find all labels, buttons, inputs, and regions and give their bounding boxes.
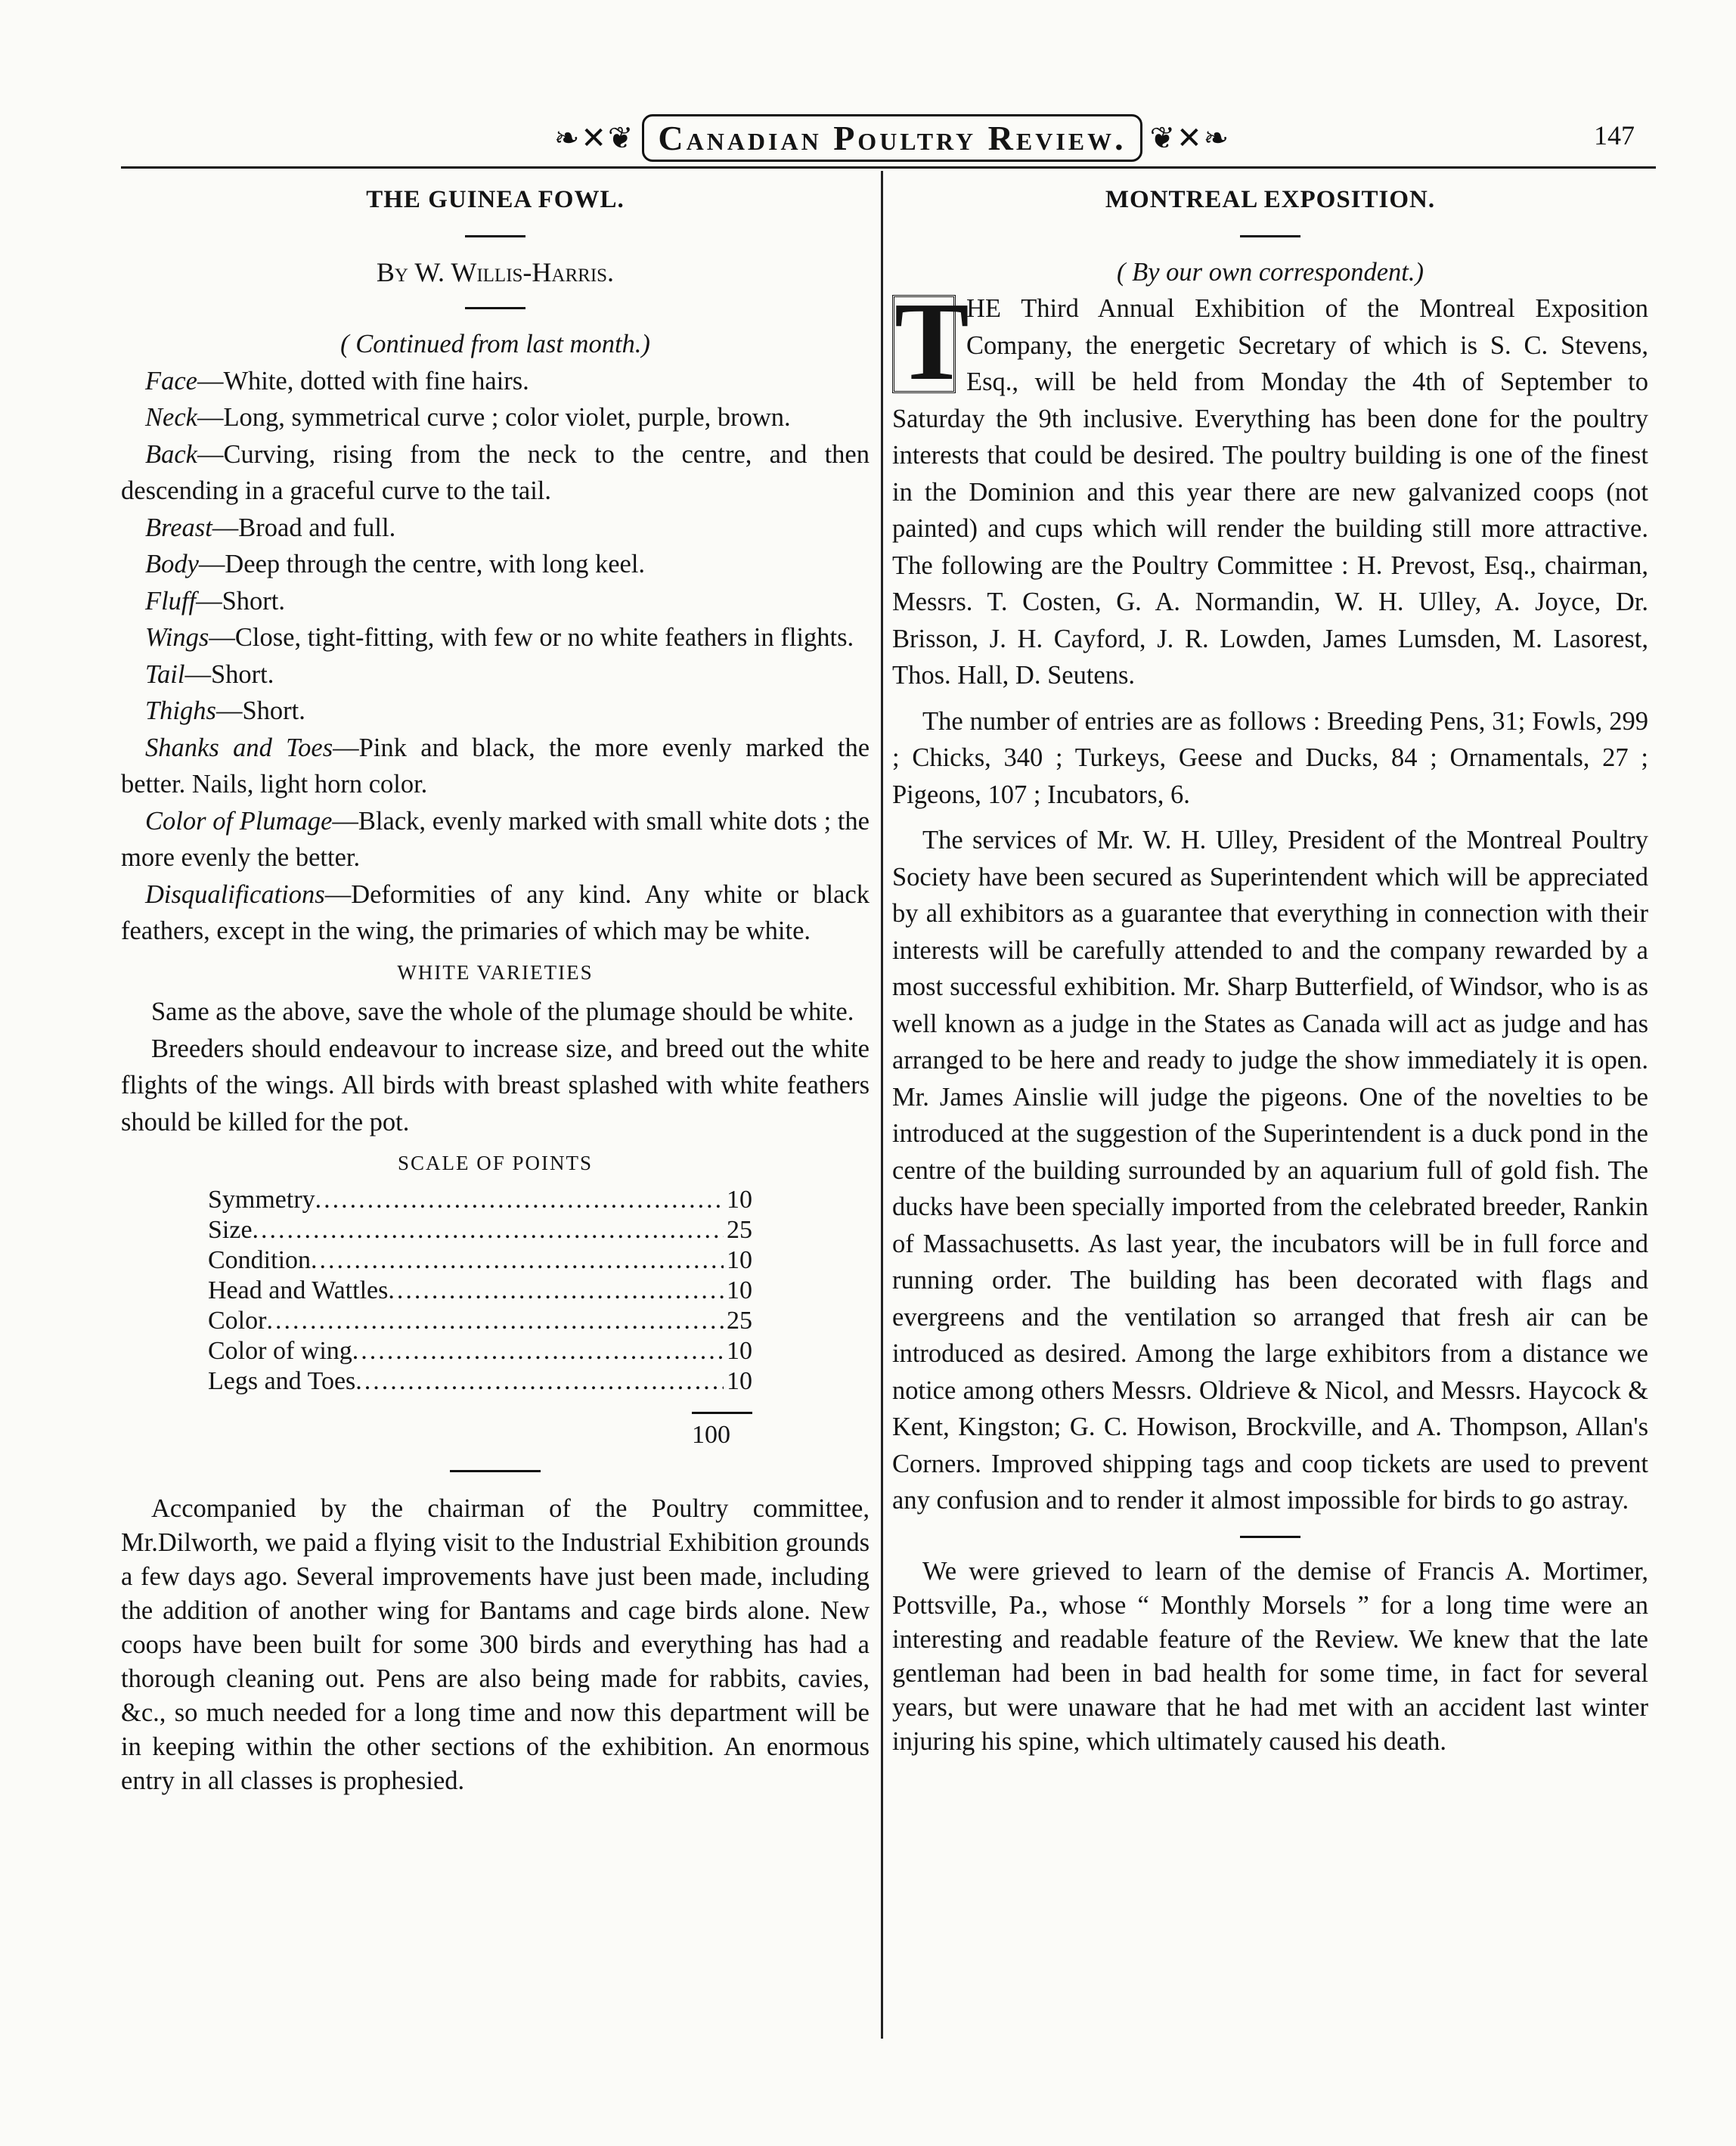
entry-body: Body—Deep through the centre, with long keel. — [145, 550, 646, 578]
scale-row: Symmetry ..... 10 — [208, 1185, 752, 1215]
entry-face: Face—White, dotted with fine hairs. — [145, 366, 529, 395]
obituary-paragraph: We were grieved to learn of the demise of Francis A. Mortimer, Pottsville, Pa., whose “ Monthly Morsels ” for a long time were an interesting and readable feature of the Review. We knew that the late gentleman had been in bad health for some time, in fact for several years, but were unaware that he had met with an accident last winter injuring his spine, which ultimately caused his death. — [892, 1556, 1648, 1756]
entry-back: Back—Curving, rising from the neck to the centre, and then descending in a graceful curve to the tail. — [121, 439, 870, 505]
entry-fluff: Fluff—Short. — [145, 586, 285, 616]
total-rule — [692, 1412, 752, 1414]
scale-row: Legs and Toes ..... 10 — [208, 1366, 752, 1397]
scale-row: Condition ..... 10 — [208, 1245, 752, 1276]
breeders-text: Breeders should endeavour to increase size, and breed out the white flights of the wings. All birds with breast splashed with white feathers should be killed for the pot. — [121, 1034, 870, 1137]
byline-rule — [465, 307, 525, 309]
scale-row: Color ..... 25 — [208, 1306, 752, 1336]
header-rule — [121, 166, 1656, 169]
section-rule — [450, 1470, 541, 1472]
exposition-paragraph-1: T HE Third Annual Exhibition of the Montreal Exposition Company, the energetic Secretary of which is S. C. Stevens, Esq., will be held from Monday the 4th of September to Saturday the 9th inclusive. Everything has been done for the poultry interests that could be desired. The poultry building is one of the finest in the Dominion and this year there are new galvanized coops (not painted) and cups which will render the building still more attractive. The following are the Poultry Committee : H. Prevost, Esq., chairman, Messrs. T. Costen, G. A. Normandin, W. H. Ulley, A. Joyce, Dr. Brisson, J. H. Cayford, J. R. Lowden, James Lumsden, M. Lasorest, Thos. Hall, D. Seutens. — [892, 280, 1648, 690]
entry-wings: Wings—Close, tight-fitting, with few or no white feathers in flights. — [145, 623, 854, 652]
page-number: 147 — [1594, 120, 1635, 150]
scale-row: Color of wing ..... 10 — [208, 1336, 752, 1366]
masthead — [553, 106, 1231, 169]
entry-breast: Breast—Broad and full. — [145, 513, 396, 542]
exposition-paragraph-entries: The number of entries are as follows : Breeding Pens, 31; Fowls, 299 ; Chicks, 340 ; Turkeys, Geese and Ducks, 84 ; Ornamentals, 27 ; Pigeons, 107 ; Incubators, 6. — [892, 706, 1648, 809]
title-rule — [465, 235, 525, 237]
industrial-exhibition-text: Accompanied by the chairman of the Poultry committee, Mr.Dilworth, we paid a flying visit to the Industrial Exhibition grounds a few days ago. Several improvements have just been made, including the addition of another wing for Bantams and cage birds alone. New coops have been built for some 300 birds and everything has had a thorough cleaning out. Pens are also being made for rabbits, cavies, &c., so much needed for a long time and now this department will be in keeping within the other sections of the exhibition. An enormous entry in all classes is prophesied. — [121, 1493, 870, 1795]
ornament-right-icon: ❦✕❧ — [1149, 120, 1231, 155]
ornament-left-icon: ❧✕❦ — [553, 120, 635, 155]
exposition-paragraph-services: The services of Mr. W. H. Ulley, President of the Montreal Poultry Society have been secured as Superintendent which will be appreciated by all exhibitors as a guarantee that everything in connection with their interests will be carefully attended to and the company rewarded by a most successful exhibition. Mr. Sharp Butterfield, of Windsor, who is as well known as a judge in the States as Canada will act as judge and has arranged to be here and ready to judge the show immediately it is open. Mr. James Ainslie will judge the pigeons. One of the novelties to be introduced at the suggestion of the Superintendent is a duck pond in the centre of the building surrounded by an aquarium full of gold fish. The ducks have been specially imported from the celebrated breeder, Rankin of Massachusetts. As last year, the incubators will be in full force and running order. The building has been decorated with flags and evergreens and the ventilation so arranged that fresh air can be introduced as desired. Among the large exhibitors from a distance we notice among others Messrs. Oldrieve & Nicol, and Messrs. Haycock & Kent, Kingston; G. C. Howison, Brockville, and A. Thompson, Allan's Corners. Improved shipping tags and coop tickets are used to prevent any confusion and to render it almost impossible for birds to go astray. — [892, 826, 1648, 1515]
column-divider — [881, 171, 883, 2039]
scale-row: Size ..... 25 — [208, 1215, 752, 1245]
entry-neck: Neck—Long, symmetrical curve ; color violet, purple, brown. — [145, 403, 791, 432]
masthead-title: Canadian Poultry Review. — [642, 114, 1142, 162]
scale-of-points-table — [208, 1185, 752, 1450]
article-title-guinea-fowl: THE GUINEA FOWL. — [366, 186, 625, 213]
right-column — [892, 181, 1648, 1759]
title-rule — [1240, 235, 1300, 237]
continued-note: ( Continued from last month.) — [340, 330, 650, 358]
article-title-montreal-exposition: MONTREAL EXPOSITION. — [1105, 186, 1436, 213]
scale-of-points-heading: SCALE OF POINTS — [397, 1152, 594, 1174]
scale-total: 100 — [692, 1420, 730, 1449]
entry-tail: Tail—Short. — [145, 659, 274, 689]
standard-entries — [121, 363, 870, 950]
left-column — [121, 181, 870, 1798]
byline: By W. Willis-Harris. — [376, 256, 615, 287]
correspondent-note: ( By our own correspondent.) — [1117, 257, 1424, 287]
white-varieties-heading: WHITE VARIETIES — [397, 960, 594, 984]
entry-thighs: Thighs—Short. — [145, 696, 305, 725]
section-rule — [1240, 1536, 1300, 1538]
entry-color-of-plumage: Color of Plumage—Black, evenly marked with small white dots ; the more evenly the better. — [121, 806, 870, 872]
entry-shanks-and-toes: Shanks and Toes—Pink and black, the more evenly marked the better. Nails, light horn color. — [121, 733, 870, 799]
drop-cap: T — [892, 295, 956, 393]
scale-row: Head and Wattles ..... 10 — [208, 1276, 752, 1306]
white-varieties-text: Same as the above, save the whole of the plumage should be white. — [151, 997, 854, 1026]
entry-disqualifications: Disqualifications—Deformities of any kind. Any white or black feathers, except in the wing, the primaries of which may be white. — [121, 879, 870, 945]
